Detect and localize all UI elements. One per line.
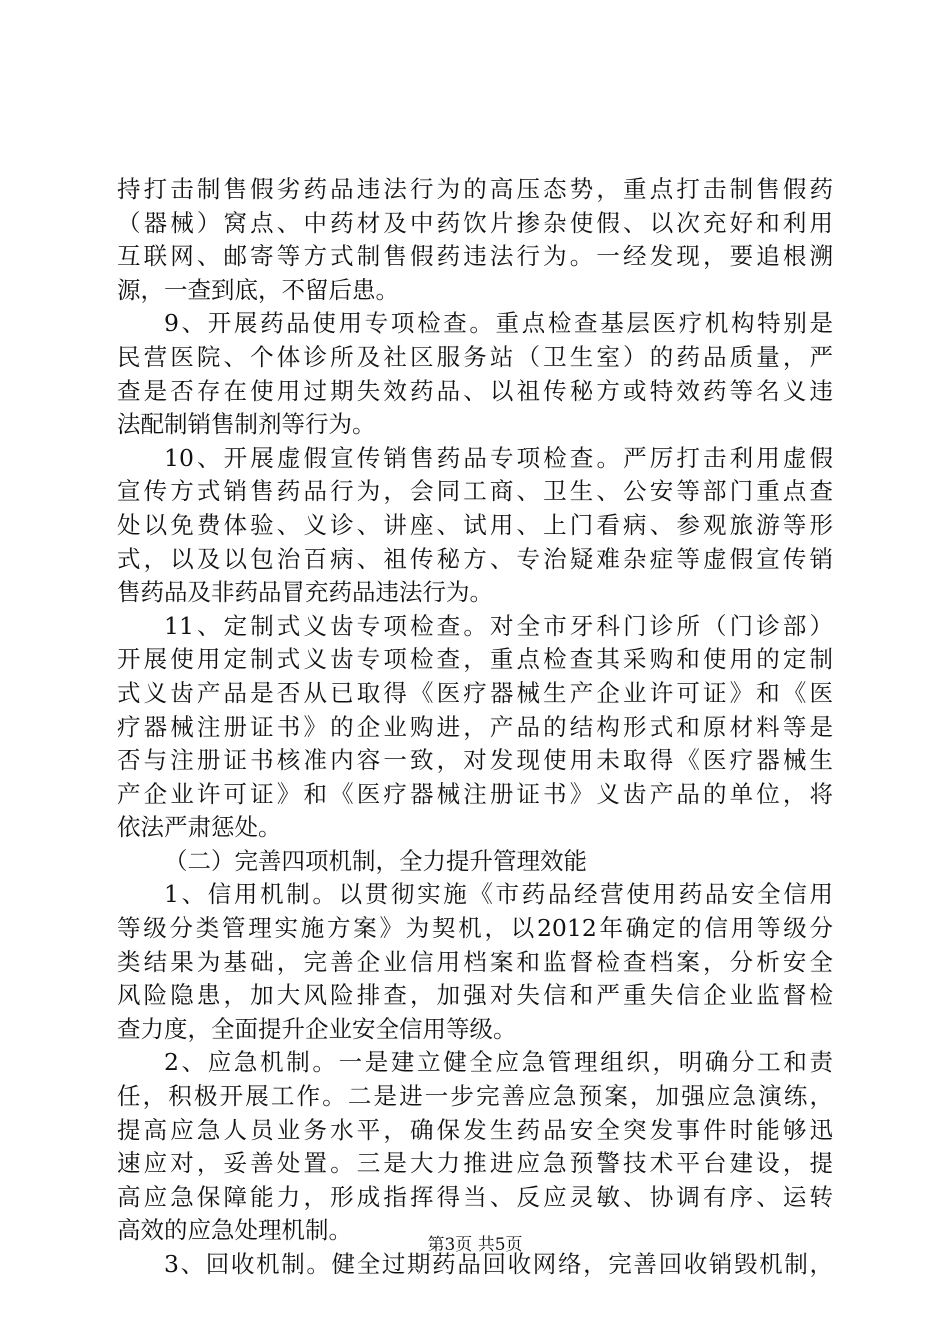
text-line: 依法严肃惩处。: [117, 813, 282, 842]
text-line: 产企业许可证》和《医疗器械注册证书》义齿产品的单位，将: [117, 779, 833, 808]
text-line: 式，以及以包治百病、祖传秘方、专治疑难杂症等虚假宣传销: [117, 544, 833, 573]
text-line: 式义齿产品是否从已取得《医疗器械生产企业许可证》和《医: [117, 678, 833, 707]
text-line: 任，积极开展工作。二是进一步完善应急预案，加强应急演练，: [117, 1082, 833, 1111]
text-line: 风险隐患，加大风险排查，加强对失信和严重失信企业监督检: [117, 981, 833, 1010]
text-line: （器械）窝点、中药材及中药饮片掺杂使假、以次充好和利用: [117, 208, 833, 237]
text-line: 10、开展虚假宣传销售药品专项检查。严厉打击利用虚假: [164, 443, 833, 472]
text-line: 3、回收机制。健全过期药品回收网络，完善回收销毁机制，: [164, 1250, 833, 1278]
text-line: 处以免费体验、义诊、讲座、试用、上门看病、参观旅游等形: [117, 510, 833, 539]
text-line: 2、应急机制。一是建立健全应急管理组织，明确分工和责: [164, 1048, 833, 1077]
text-line: 查是否存在使用过期失效药品、以祖传秘方或特效药等名义违: [117, 376, 833, 405]
text-line: （二）完善四项机制，全力提升管理效能: [164, 846, 587, 875]
text-line: 提高应急人员业务水平，确保发生药品安全突发事件时能够迅: [117, 1115, 833, 1144]
text-line: 民营医院、个体诊所及社区服务站（卫生室）的药品质量，严: [117, 342, 833, 371]
text-line: 开展使用定制式义齿专项检查，重点检查其采购和使用的定制: [117, 645, 833, 674]
text-line: 查力度，全面提升企业安全信用等级。: [117, 1014, 517, 1043]
text-line: 互联网、邮寄等方式制售假药违法行为。一经发现，要追根溯: [117, 242, 833, 271]
text-line: 速应对，妥善处置。三是大力推进应急预警技术平台建设，提: [117, 1149, 833, 1178]
text-line: 等级分类管理实施方案》为契机，以2012年确定的信用等级分: [117, 914, 833, 943]
text-line: 1、信用机制。以贯彻实施《市药品经营使用药品安全信用: [164, 880, 833, 909]
text-line: 9、开展药品使用专项检查。重点检查基层医疗机构特别是: [164, 309, 833, 338]
text-line: 源，一查到底，不留后患。: [117, 275, 399, 304]
text-line: 高效的应急处理机制。: [117, 1216, 352, 1245]
body-text: [117, 173, 833, 1282]
text-line: 11、定制式义齿专项检查。对全市牙科门诊所（门诊部）: [164, 611, 833, 640]
page-footer: 第3页 共5页: [427, 1235, 523, 1255]
text-line: 持打击制售假劣药品违法行为的高压态势，重点打击制售假药: [117, 175, 833, 203]
text-line: 宣传方式销售药品行为，会同工商、卫生、公安等部门重点查: [117, 477, 833, 506]
text-line: 疗器械注册证书》的企业购进，产品的结构形式和原材料等是: [117, 712, 833, 741]
text-line: 高应急保障能力，形成指挥得当、反应灵敏、协调有序、运转: [117, 1182, 833, 1211]
text-line: 类结果为基础，完善企业信用档案和监督检查档案，分析安全: [117, 947, 833, 976]
text-line: 否与注册证书核准内容一致，对发现使用未取得《医疗器械生: [117, 746, 833, 775]
text-line: 售药品及非药品冒充药品违法行为。: [117, 578, 493, 607]
text-line: 法配制销售制剂等行为。: [117, 410, 376, 439]
